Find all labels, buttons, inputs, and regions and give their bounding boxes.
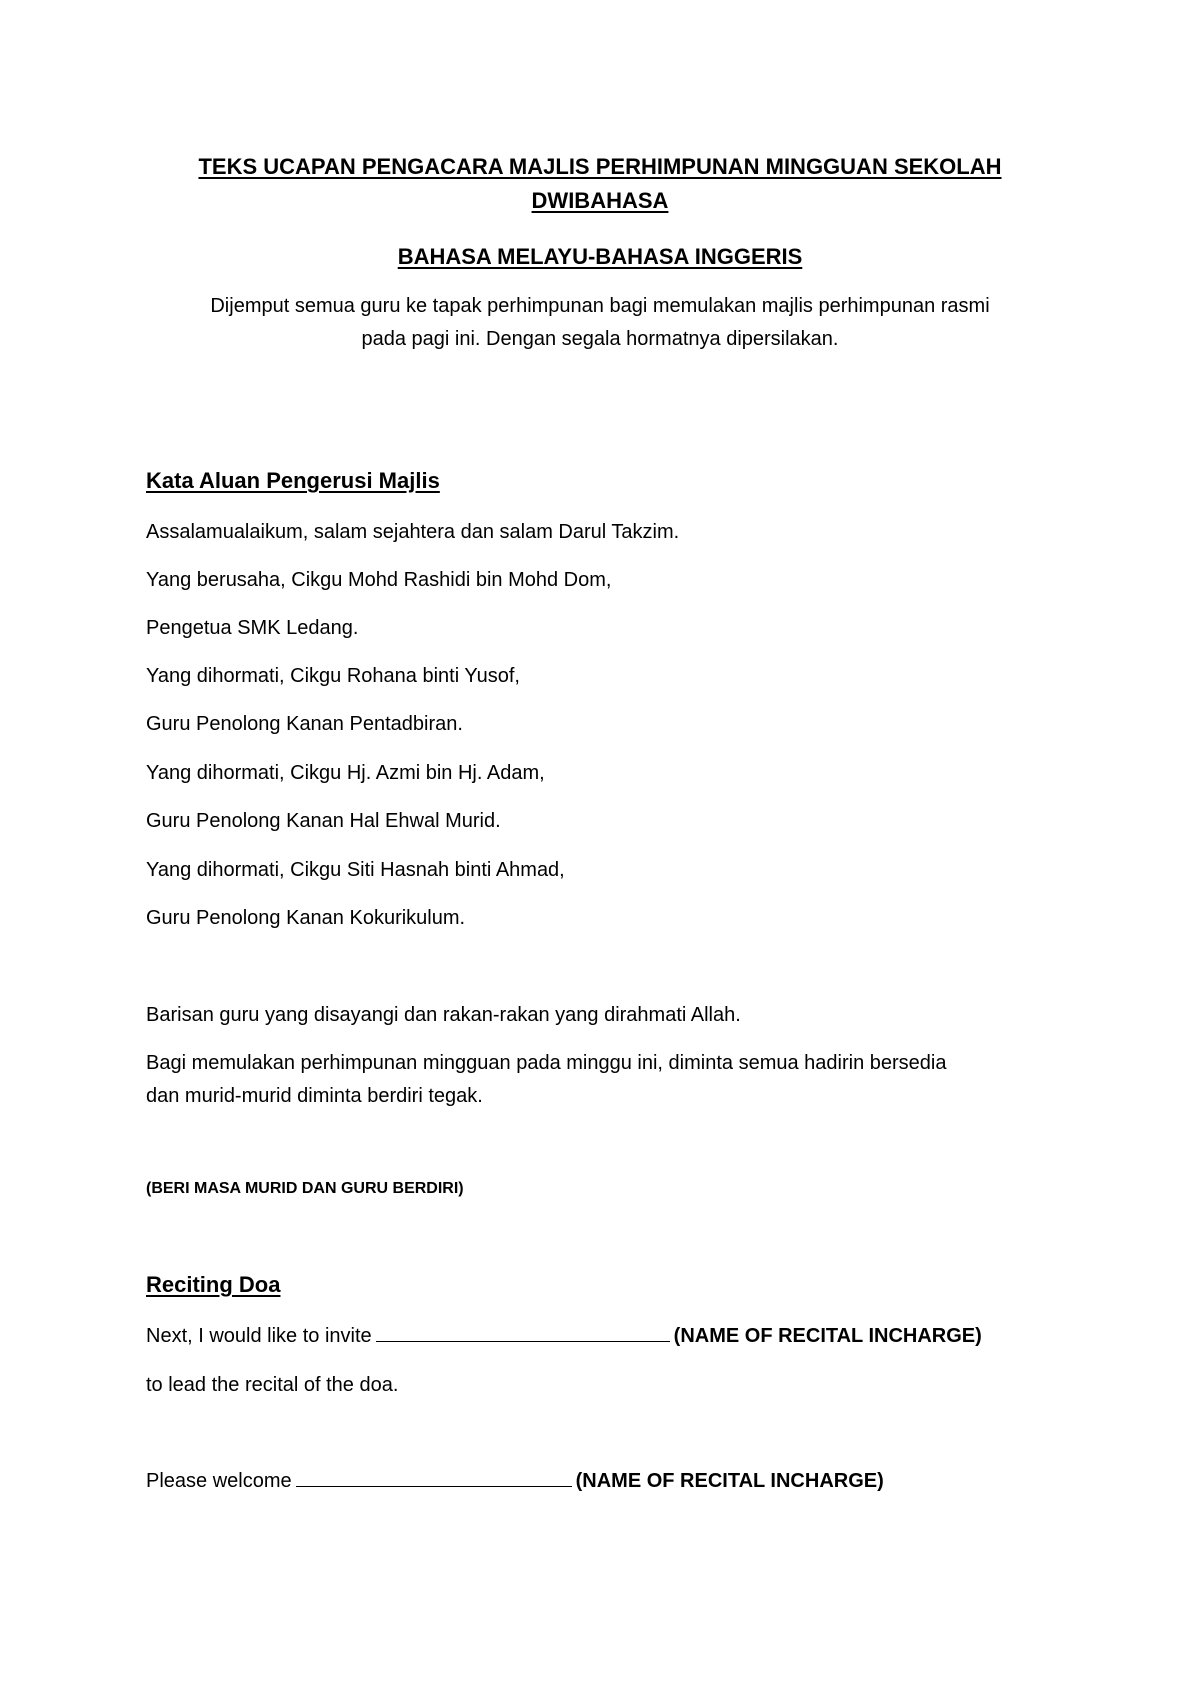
invite-suffix-line: to lead the recital of the doa. [146,1374,399,1396]
title-line-1: TEKS UCAPAN PENGACARA MAJLIS PERHIMPUNAN MINGGUAN SEKOLAH [198,154,1002,179]
student-affairs-name-line: Yang dihormati, Cikgu Hj. Azmi bin Hj. Adam, [146,762,545,784]
title-line-2: DWIBAHASA [531,188,669,213]
document-title [140,150,1060,218]
invite-name-blank [376,1323,670,1342]
greeting-line: Assalamualaikum, salam sejahtera dan salam Darul Takzim. [146,521,680,543]
invite-prefix: Next, I would like to invite [146,1325,372,1347]
welcome-placeholder: (NAME OF RECITAL INCHARGE) [575,1470,884,1492]
admin-senior-name-line: Yang dihormati, Cikgu Rohana binti Yusof, [146,665,520,687]
stage-instruction: (BERI MASA MURID DAN GURU BERDIRI) [146,1180,464,1197]
assembly-start-line-1: Bagi memulakan perhimpunan mingguan pada minggu ini, diminta semua hadirin bersedia [146,1052,947,1074]
intro-line-1: Dijemput semua guru ke tapak perhimpunan bagi memulakan majlis perhimpunan rasmi [210,295,990,317]
invite-placeholder: (NAME OF RECITAL INCHARGE) [673,1325,982,1347]
cocurriculum-name-line: Yang dihormati, Cikgu Siti Hasnah binti Ahmad, [146,859,565,881]
principal-name-line: Yang berusaha, Cikgu Mohd Rashidi bin Mohd Dom, [146,569,612,591]
invite-line [146,1320,1056,1353]
welcome-line [146,1465,1056,1498]
student-affairs-title-line: Guru Penolong Kanan Hal Ehwal Murid. [146,810,501,832]
cocurriculum-title-line: Guru Penolong Kanan Kokurikulum. [146,907,466,929]
section-heading-kata-aluan: Kata Aluan Pengerusi Majlis [146,468,440,493]
section-heading-reciting-doa: Reciting Doa [146,1272,281,1297]
intro-line-2: pada pagi ini. Dengan segala hormatnya dipersilakan. [361,328,839,350]
assembly-start-paragraph [146,1047,1056,1113]
principal-title-line: Pengetua SMK Ledang. [146,617,359,639]
teachers-greeting-paragraph: Barisan guru yang disayangi dan rakan-rakan yang dirahmati Allah. [146,1004,741,1026]
welcome-prefix: Please welcome [146,1470,292,1492]
admin-senior-title-line: Guru Penolong Kanan Pentadbiran. [146,713,463,735]
intro-paragraph [150,290,1050,356]
document-subtitle: BAHASA MELAYU-BAHASA INGGERIS [397,244,803,269]
assembly-start-line-2: dan murid-murid diminta berdiri tegak. [146,1085,483,1107]
welcome-name-blank [296,1468,572,1487]
